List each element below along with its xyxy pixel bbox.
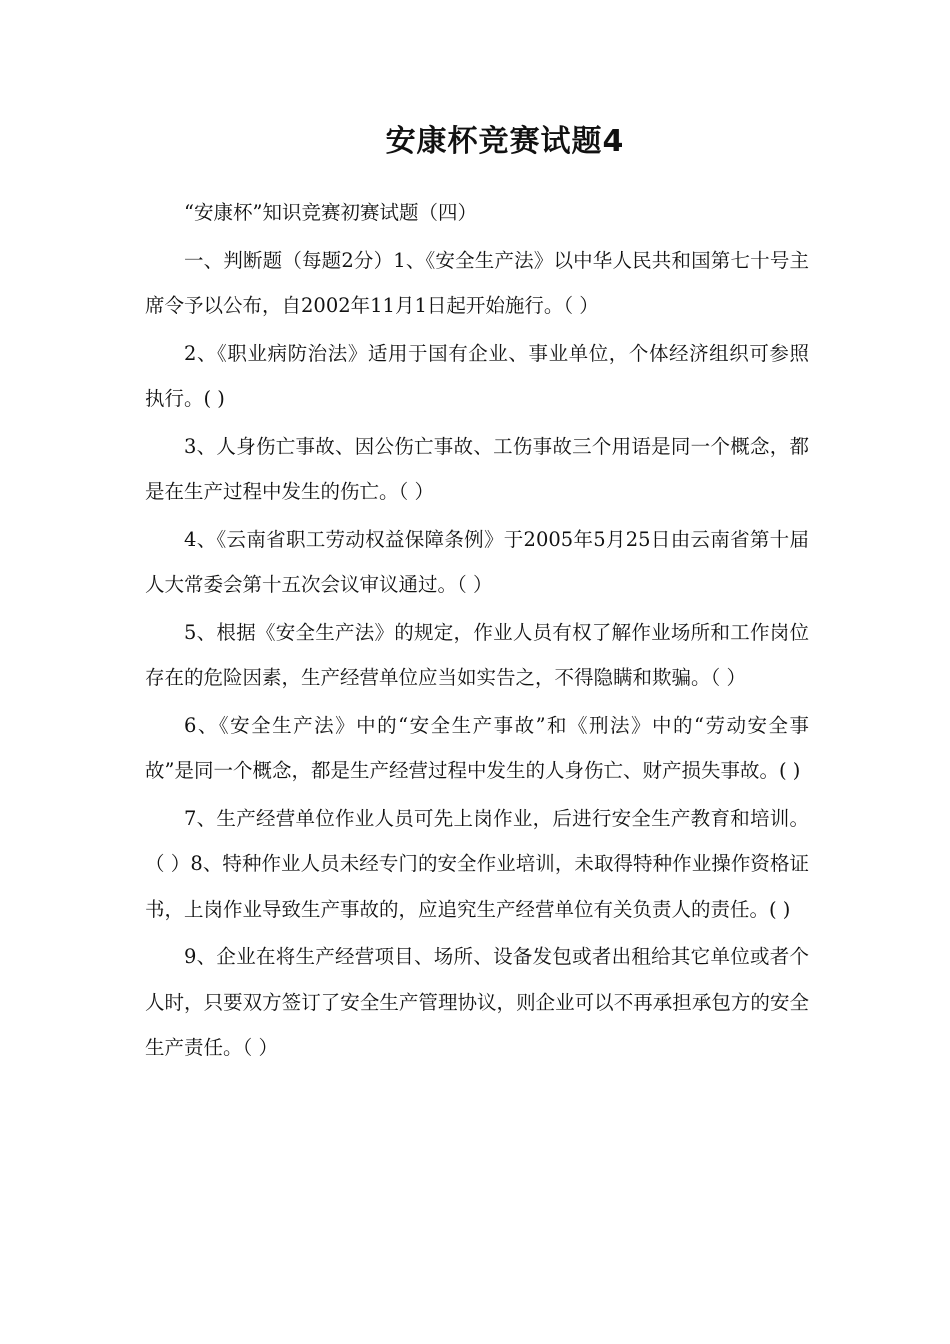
document-subtitle: “安康杯”知识竞赛初赛试题（四） bbox=[184, 201, 477, 224]
question-paragraph-5: 5、根据《安全生产法》的规定，作业人员有权了解作业场所和工作岗位存在的危险因素，生产经营单位应当如实告之，不得隐瞒和欺骗。（ ） bbox=[145, 620, 809, 689]
question-paragraph-6: 6、《安全生产法》中的“安全生产事故”和《刑法》中的“劳动安全事故”是同一个概念，都是生产经营过程中发生的人身伤亡、财产损失事故。( ) bbox=[145, 713, 809, 782]
question-paragraph-7-8: 7、生产经营单位作业人员可先上岗作业，后进行安全生产教育和培训。（ ）8、特种作业人员未经专门的安全作业培训，未取得特种作业操作资格证书，上岗作业导致生产事故的，应追究生产经营单位有关负责人的责任。( ) bbox=[145, 806, 809, 921]
document-title: 安康杯竞赛试题4 bbox=[385, 124, 625, 159]
question-paragraph-1: 一、判断题（每题2分）1、《安全生产法》以中华人民共和国第七十号主席令予以公布，自2002年11月1日起开始施行。（ ） bbox=[145, 248, 809, 317]
question-paragraph-3: 3、人身伤亡事故、因公伤亡事故、工伤事故三个用语是同一个概念，都是在生产过程中发生的伤亡。（ ） bbox=[145, 434, 809, 503]
question-paragraph-4: 4、《云南省职工劳动权益保障条例》于2005年5月25日由云南省第十届人大常委会第十五次会议审议通过。（ ） bbox=[145, 527, 809, 596]
question-paragraph-2: 2、《职业病防治法》适用于国有企业、事业单位，个体经济组织可参照执行。( ) bbox=[145, 341, 809, 410]
question-paragraph-9: 9、企业在将生产经营项目、场所、设备发包或者出租给其它单位或者个人时，只要双方签订了安全生产管理协议，则企业可以不再承担承包方的安全生产责任。（ ） bbox=[145, 945, 809, 1059]
document-body bbox=[145, 190, 809, 1071]
